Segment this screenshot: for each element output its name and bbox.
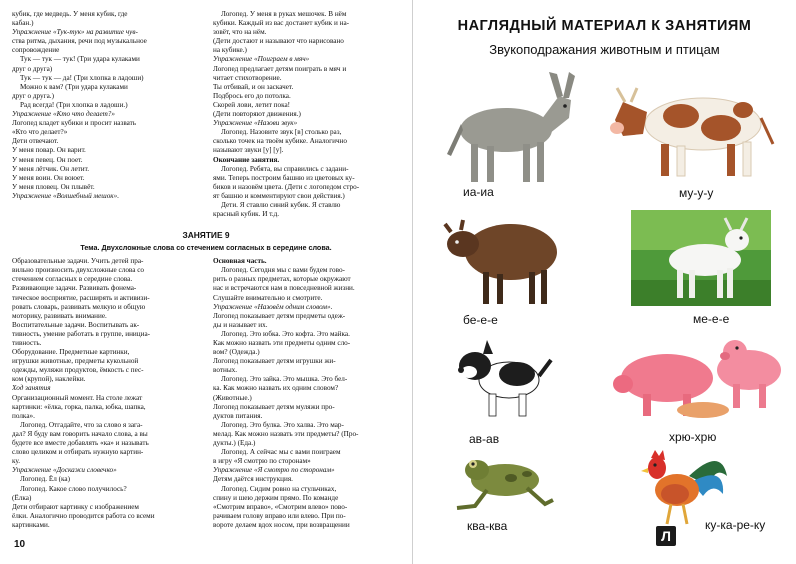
text-line: Упражнение «Волшебный мешок». (12, 191, 120, 200)
text-line: Тук — тук — да! (Три хлопка в ладоши) (20, 73, 144, 82)
sheep-illustration (441, 204, 571, 308)
text-line: вом? (Одежда.) (213, 348, 260, 357)
text-line: Логопед. Это булка. Это халва. Это мар- (221, 420, 344, 429)
column-top-left (12, 10, 199, 219)
text-line: Можно к вам? (Три удара кулаками (20, 82, 128, 91)
text-line: Ход занятия (12, 384, 51, 393)
text-line: Ты отбивай, и он заскачет. (213, 82, 294, 91)
text-line: моторику, развивать внимание. (12, 311, 107, 320)
text-line: спину и шею держим прямо. По команде (213, 493, 339, 502)
donkey-illustration (431, 68, 581, 188)
text-line: ровать словарь, развивать мелкую и общую (12, 302, 146, 311)
text-line: Логопед. Ёл (ка) (20, 475, 70, 484)
text-line: Дети отбирают картинку с изображением (12, 502, 139, 511)
text-line: (Дети повторяют движения.) (213, 110, 301, 119)
text-line: (Ёлка) (12, 493, 32, 502)
text-line: ка. Как можно назвать их одним словом? (213, 384, 339, 393)
dog-icon (447, 336, 557, 428)
text-line: Логопед. Это юбка. Это кофта. Это майка. (221, 329, 350, 338)
text-line: «Кто что делает?» (12, 128, 68, 137)
text-line: У меня лётчик. Он летит. (12, 164, 90, 173)
text-line: У меня повар. Он варит. (12, 146, 86, 155)
text-line: зовёт, что на нём. (213, 28, 267, 37)
cow-icon (603, 72, 781, 180)
text-line: друг о друга.) (12, 91, 54, 100)
text-line: слово целиком и отбирать нужную картин- (12, 448, 144, 457)
cow-illustration (603, 72, 781, 180)
sheep-sound: бе-е-е (463, 313, 498, 327)
text-line: Воспитательные задачи. Воспитывать ак- (12, 320, 140, 329)
text-line: Как можно назвать эти предметы одним сло- (213, 339, 351, 347)
bottom-columns (12, 257, 400, 530)
text-line: читает стихотворение. (213, 73, 282, 82)
text-line: Организационный момент. На столе лежат (12, 393, 143, 402)
text-line: ями. Теперь построим башню из цветовых ку- (213, 173, 355, 182)
text-line: стечением согласных в середине слова. (12, 275, 133, 284)
text-line: Оборудование. Предметные картинки, (12, 348, 130, 357)
text-line: вороте делаем вдох носом, при возвращении (213, 520, 350, 529)
text-line: на кубике.) (213, 46, 247, 55)
text-line: Логопед. Сегодня мы с вами будем гово- (221, 266, 345, 275)
frog-illustration (447, 450, 557, 516)
text-line: Логопед показывает детям предметы одеж- (213, 311, 346, 320)
text-line: биков и назовём цвета. (Дети с логопедом стро- (213, 182, 360, 191)
dog-sound: ав-ав (469, 432, 500, 446)
text-line: Логопед. У меня в руках мешочек. В нём (221, 10, 347, 18)
text-line: У меня певец. Он поет. (12, 155, 83, 164)
text-line: У меня пловец. Он плывёт. (12, 182, 95, 191)
rooster-icon (631, 446, 731, 528)
lesson-heading: ЗАНЯТИЕ 9 (182, 230, 230, 241)
text-line: ды и называет их. (213, 320, 268, 329)
text-line: Рад всегда! (Три хлопка в ладоши.) (20, 100, 128, 109)
text-line: (Животные.) (213, 393, 252, 402)
text-line: сколько точек на твоём кубике. Аналогично (213, 137, 348, 146)
top-columns (12, 10, 400, 219)
text-line: ком (крупой), наклейки. (12, 375, 86, 384)
lesson-topic: Тема. Двухсложные слова со стечением согласных в середине слова. (80, 243, 332, 253)
text-line: дал? Я буду вам говорить начало слова, а вы (12, 429, 148, 438)
text-line: дукты.) (Еда.) (213, 439, 256, 448)
donkey-sound: иа-иа (463, 185, 494, 199)
text-line: ства ритма, дыхания, речи под музыкальное (12, 37, 147, 46)
text-line: ёлки. Аналогично проводится работа со всеми (12, 511, 155, 520)
frog-icon (447, 450, 557, 516)
text-line: картинками. (12, 520, 50, 529)
goat-icon (631, 210, 771, 306)
text-line: Логопед предлагает детям поиграть в мяч и (213, 64, 347, 73)
text-line: Детям даётся инструкция. (213, 475, 293, 484)
text-line: Окончание занятия. (213, 155, 280, 164)
text-line: Логопед показывает детям муляжи про- (213, 402, 335, 411)
text-line: кабан.) (12, 19, 34, 28)
text-line: игрушки животные, предметы кукольной (12, 357, 139, 366)
text-line: ку. (12, 457, 21, 466)
text-line: кубики. Каждый из вас достанет кубик и на- (213, 19, 350, 28)
text-line: красный кубик. И т.д. (213, 210, 280, 219)
text-line: Логопед. Отгадайте, что за слово я зага- (20, 420, 143, 429)
text-line: Логопед показывает детям игрушки жи- (213, 357, 336, 366)
text-line: (Дети достают и называют что нарисовано (213, 37, 344, 46)
text-line: друг о друга) (12, 64, 53, 73)
text-line: Основная часть. (213, 257, 267, 266)
column-bottom-left (12, 257, 199, 530)
text-line: картинки: «ёлка, горка, палка, юбка, шапка, (12, 402, 146, 411)
text-line: сопровождение (12, 46, 60, 55)
text-line: Развивающие задачи. Развивать фонема- (12, 284, 137, 293)
text-line: Тук — тук — тук! (Три удара кулаками (20, 55, 140, 64)
text-line: Логопед. Это зайка. Это мышка. Это бел- (221, 375, 348, 384)
text-line: Упражнение «Я смотрю по сторонам» (213, 466, 335, 475)
text-line: нас и встречаются нам в повседневной жизни. (213, 284, 355, 293)
text-line: Слушайте внимательно и смотрите. (213, 293, 323, 302)
text-line: тивность, умение работать в группе, инициа- (12, 329, 151, 338)
text-line: вильно произносить двухсложные слова со (12, 266, 144, 275)
frog-sound: ква-ква (467, 519, 508, 533)
page-subtitle: Звукоподражания животным и птицам (489, 42, 720, 57)
column-top-right (213, 10, 400, 219)
text-line: Упражнение «Кто что делает?» (12, 110, 115, 119)
text-line: Дети. Я ставлю синий кубик. Я ставлю (221, 200, 341, 209)
donkey-icon (431, 68, 581, 188)
text-line: Дети отвечают. (12, 137, 59, 146)
cow-sound: му-у-у (679, 186, 714, 200)
text-line: Упражнение «Назовём одним словом». (213, 302, 333, 311)
text-line: Образовательные задачи. Учить детей пра- (12, 257, 144, 266)
pig-icon (609, 330, 785, 424)
text-line: Логопед. Ребята, вы справились с задани- (221, 164, 349, 173)
right-page (413, 0, 796, 564)
text-line: Скорей лови, летит пока! (213, 100, 291, 109)
text-line: Логопед. Сидим ровно на стульчиках, (221, 484, 337, 493)
text-line: тивность. (12, 339, 42, 347)
pig-sound: хрю-хрю (669, 430, 717, 444)
text-line: называют звуки [у] [у]. (213, 146, 284, 155)
text-line: в игру «Я смотрю по сторонам» (213, 457, 311, 466)
text-line: Упражнение «Тук-тук» на развитие чув- (12, 28, 138, 37)
text-line: вотных. (213, 366, 238, 375)
goat-illustration (631, 210, 771, 306)
text-line: «Смотрим вправо», «Смотрим влево» пово- (213, 502, 348, 511)
text-line: Логопед кладет кубики и просит назвать (12, 119, 137, 128)
text-line: тическое восприятие, расширять и активизи- (12, 293, 150, 302)
text-line: ят башню и комментируют свои действия.) (213, 191, 345, 200)
text-line: Подбрось его до потолка. (213, 91, 291, 100)
text-line: Упражнение «Поиграем в мяч» (213, 55, 310, 64)
pig-illustration (609, 330, 785, 424)
page-title: НАГЛЯДНЫЙ МАТЕРИАЛ К ЗАНЯТИЯМ (457, 18, 752, 34)
text-line: кубик, где медведь. У меня кубик, где (12, 10, 128, 18)
text-line: Упражнение «Назови звук» (213, 119, 298, 128)
text-line: будете все вместе добавлять «ка» и называть (12, 439, 149, 448)
text-line: рить о разных предметах, которые окружают (213, 275, 351, 284)
text-line: Упражнение «Доскажи словечко» (12, 466, 117, 475)
dog-illustration (447, 336, 557, 428)
text-line: Логопед. Какое слово получилось? (20, 484, 127, 493)
text-line: дуктов питания. (213, 411, 263, 420)
text-line: полка». (12, 411, 35, 420)
text-line: одежды, муляжи продуктов, ёмкость с пес- (12, 366, 144, 375)
text-line: Логопед. Назовите звук [в] столько раз, (221, 128, 342, 137)
page-number: 10 (14, 539, 26, 550)
rooster-illustration (631, 446, 731, 528)
publisher-logo: Л (656, 526, 676, 546)
sheep-icon (441, 204, 571, 308)
rooster-sound: ку-ка-ре-ку (705, 518, 766, 532)
text-line: рачиваем голову вправо или влево. При по- (213, 511, 346, 520)
goat-sound: ме-е-е (693, 312, 730, 326)
text-line: У меня воин. Он воюет. (12, 173, 85, 182)
text-line: Логопед. А сейчас мы с вами поиграем (221, 448, 341, 457)
text-line: мелад. Как можно назвать эти предметы? (Про- (213, 429, 359, 438)
column-bottom-right (213, 257, 400, 530)
